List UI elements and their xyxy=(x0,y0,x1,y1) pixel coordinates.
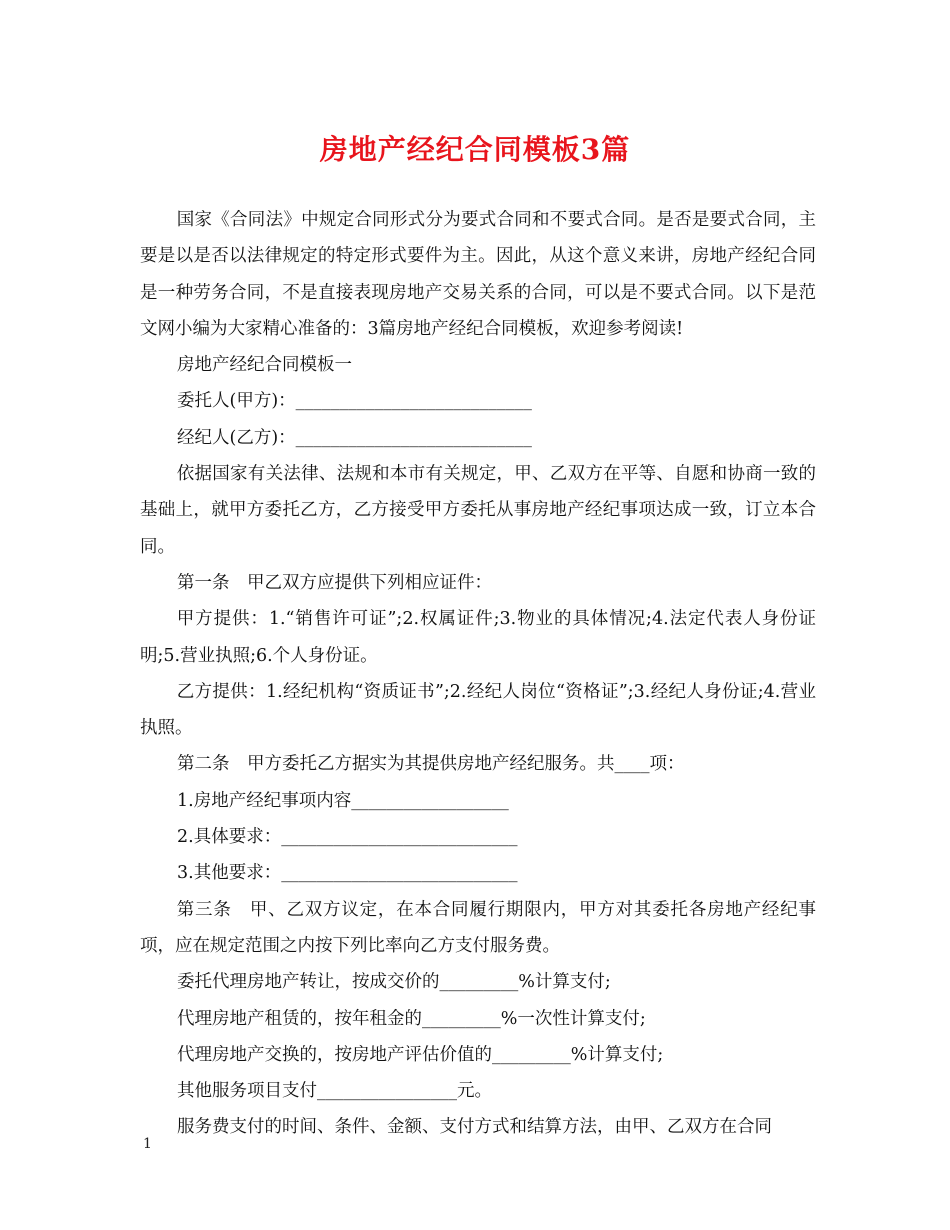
article-two-heading: 第二条 甲方委托乙方据实为其提供房地产经纪服务。共____项： xyxy=(177,754,685,775)
basis-paragraph: 依据国家有关法律、法规和本市有关规定，甲、乙双方在平等、自愿和协商一致的基础上，就甲方委托乙方，乙方接受甲方委托从事房地产经纪事项达成一致，订立本合同。 xyxy=(140,464,816,557)
payment-terms-line: 服务费支付的时间、条件、金额、支付方式和结算方法，由甲、乙双方在合同 xyxy=(177,1117,772,1138)
article-three-paragraph: 第三条 甲、乙双方议定，在本合同履行期限内，甲方对其委托各房地产经纪事项，应在规定范围之内按下列比率向乙方支付服务费。 xyxy=(140,899,816,956)
fee-other-line: 其他服务项目支付________________元。 xyxy=(177,1081,492,1102)
item-one-line: 1.房地产经纪事项内容__________________ xyxy=(177,790,509,811)
fee-transfer-line: 委托代理房地产转让，按成交价的_________%计算支付; xyxy=(177,972,611,993)
article-one-heading: 第一条 甲乙双方应提供下列相应证件： xyxy=(177,572,492,593)
item-two-line: 2.具体要求：___________________________ xyxy=(177,827,518,848)
party-b-documents-paragraph: 乙方提供：1.经纪机构“资质证书”;2.经纪人岗位“资格证”;3.经纪人身份证;4.营业执照。 xyxy=(140,681,816,739)
fee-exchange-line: 代理房地产交换的，按房地产评估价值的_________%计算支付; xyxy=(177,1044,664,1065)
party-a-documents-paragraph: 甲方提供：1.“销售许可证”;2.权属证件;3.物业的具体情况;4.法定代表人身份证明;5.营业执照;6.个人身份证。 xyxy=(140,609,816,666)
section-heading-template-one: 房地产经纪合同模板一 xyxy=(177,355,352,376)
document-title: 房地产经纪合同模板3篇 xyxy=(319,133,631,166)
principal-party-line: 委托人(甲方)：___________________________ xyxy=(177,391,532,412)
document-body xyxy=(140,202,816,1146)
item-three-line: 3.其他要求：___________________________ xyxy=(177,863,518,884)
fee-lease-line: 代理房地产租赁的，按年租金的_________%一次性计算支付; xyxy=(177,1008,646,1029)
page-number: 1 xyxy=(143,1136,152,1152)
intro-paragraph: 国家《合同法》中规定合同形式分为要式合同和不要式合同。是否是要式合同，主要是以是否以法律规定的特定形式要件为主。因此，从这个意义来讲，房地产经纪合同是一种劳务合同，不是直接表现房地产交易关系的合同，可以是不要式合同。以下是范文网小编为大家精心准备的：3篇房地产经纪合同模板，欢迎参考阅读! xyxy=(140,210,816,339)
broker-party-line: 经纪人(乙方)：___________________________ xyxy=(177,427,532,448)
